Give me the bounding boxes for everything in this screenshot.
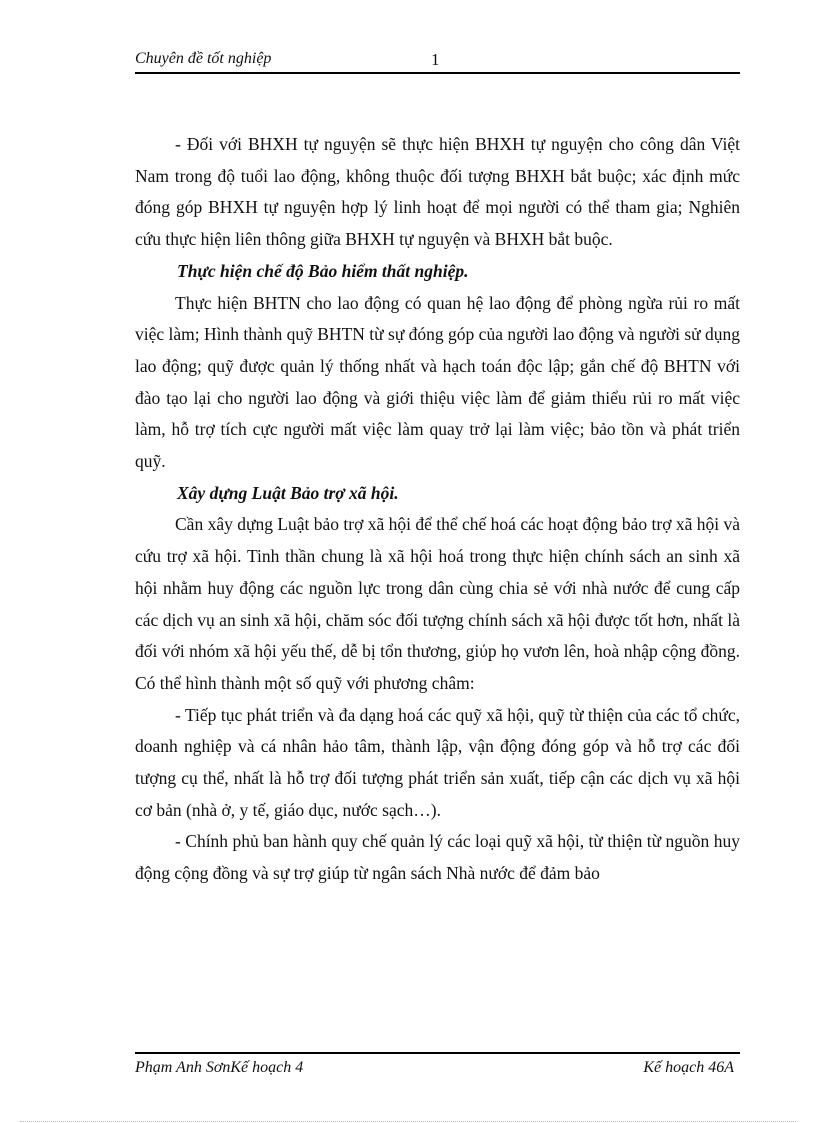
page-footer	[135, 1052, 740, 1080]
footer-class: Kế hoạch 46A	[643, 1059, 734, 1076]
document-body	[135, 129, 740, 890]
paragraph-unemployment-insurance: Thực hiện BHTN cho lao động có quan hệ lao động để phòng ngừa rủi ro mất việc làm; Hình thành quỹ BHTN từ sự đóng góp của người lao động và người sử dụng lao động; quỹ được quản lý thống nhất và hạch toán độc lập; gắn chế độ BHTN với đào tạo lại cho người lao động và giới thiệu việc làm để giảm thiểu rủi ro mất việc làm, hỗ trợ tích cực người mất việc làm quay trở lại làm việc; bảo tồn và phát triển quỹ.	[135, 292, 740, 472]
page-number: 1	[431, 50, 440, 69]
heading-social-protection-law: Xây dựng Luật Bảo trợ xã hội.	[177, 482, 399, 503]
paragraph-social-funds: - Tiếp tục phát triển và đa dạng hoá các quỹ xã hội, quỹ từ thiện của các tổ chức, doanh nghiệp và cá nhân hảo tâm, thành lập, vận động đóng góp và hỗ trợ các đối tượng cụ thể, nhất là hỗ trợ đối tượng phát triển sản xuất, tiếp cận các dịch vụ xã hội cơ bản (nhà ở, y tế, giáo dục, nước sạch…).	[135, 704, 740, 820]
paragraph-government-regulation: - Chính phủ ban hành quy chế quản lý các loại quỹ xã hội, từ thiện từ nguồn huy động cộng đồng và sự trợ giúp từ ngân sách Nhà nước để đảm bảo	[135, 831, 740, 884]
heading-unemployment-insurance: Thực hiện chế độ Bảo hiểm thất nghiệp.	[177, 260, 469, 281]
paragraph-voluntary-insurance: - Đối với BHXH tự nguyện sẽ thực hiện BHXH tự nguyện cho công dân Việt Nam trong độ tuổi lao động, không thuộc đối tượng BHXH bắt buộc; xác định mức đóng góp BHXH tự nguyện hợp lý linh hoạt để mọi người có thể tham gia; Nghiên cứu thực hiện liên thông giữa BHXH tự nguyện và BHXH bắt buộc.	[135, 134, 740, 250]
page-edge-divider	[20, 1121, 796, 1122]
header-title: Chuyên đề tốt nghiệp	[135, 50, 272, 67]
paragraph-social-protection-law: Cần xây dựng Luật bảo trợ xã hội để thể chế hoá các hoạt động bảo trợ xã hội và cứu trợ xã hội. Tinh thần chung là xã hội hoá trong thực hiện chính sách an sinh xã hội nhằm huy động các nguồn lực trong dân cùng chia sẻ với nhà nước để cung cấp các dịch vụ an sinh xã hội, chăm sóc đối tượng chính sách xã hội được tốt hơn, nhất là đối với nhóm xã hội yếu thế, dễ bị tổn thương, giύp họ vươn lên, hoà nhập cộng đồng. Có thể hình thành một số quỹ với phương châm:	[135, 514, 740, 693]
footer-author: Phạm Anh SơnKế hoạch 4	[135, 1059, 304, 1076]
page-header	[135, 48, 740, 74]
